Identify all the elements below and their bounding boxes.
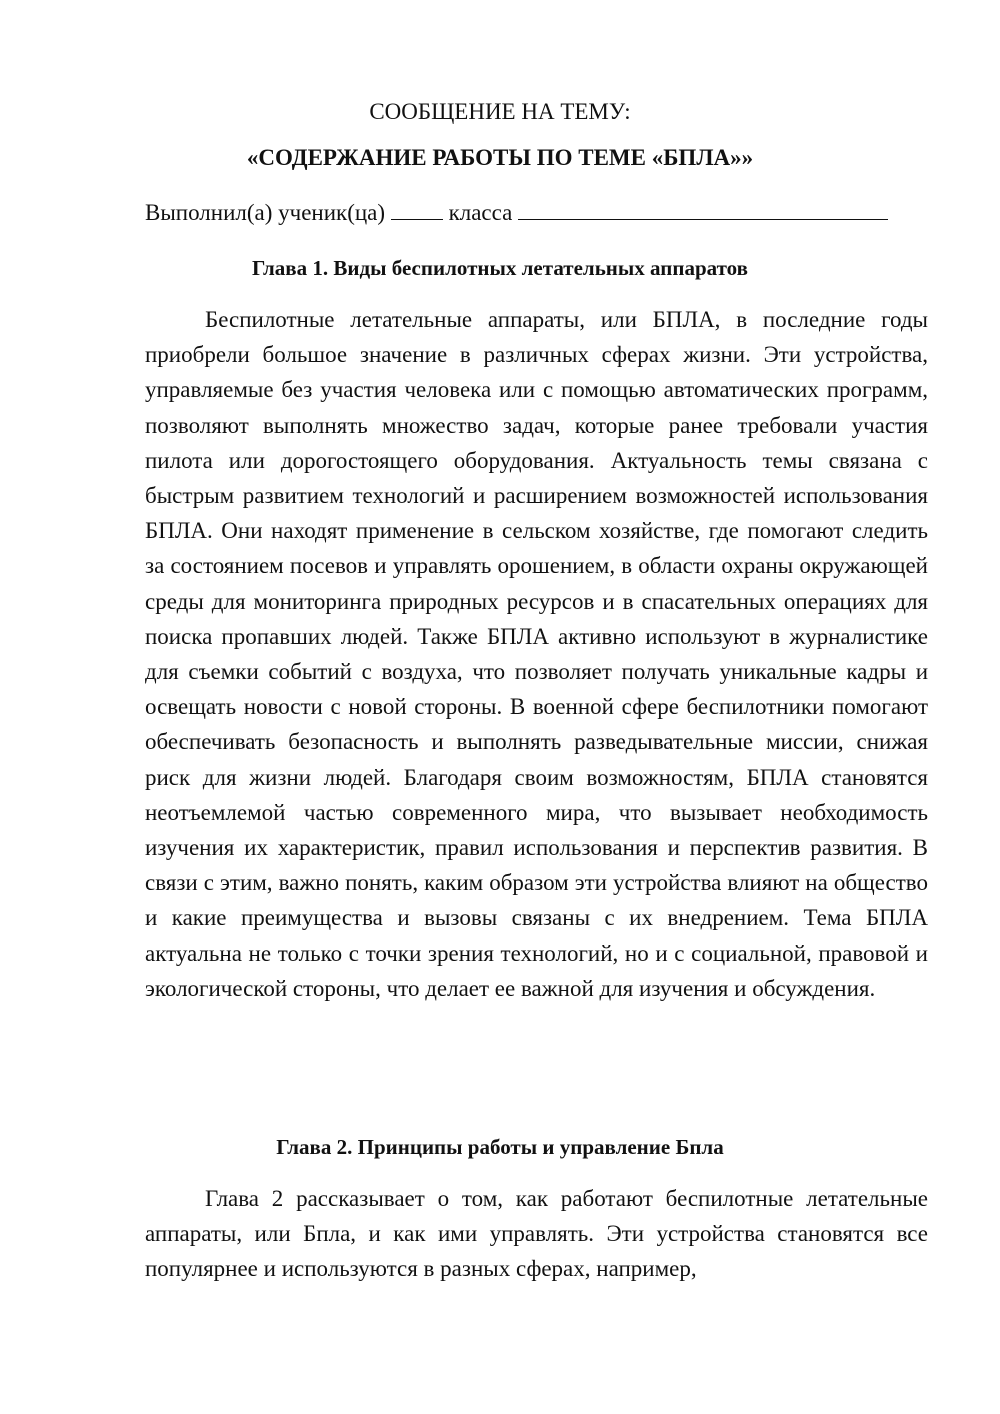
class-label: класса [448,200,513,225]
performed-by-label: Выполнил(а) ученик(ца) [145,200,386,225]
chapter-2-paragraph: Глава 2 рассказывает о том, как работают беспилотные летательные аппараты, или Бпла, и как ими управлять. Эти устройства становятся все популярнее и используются в разных сферах, например, [145,1186,928,1282]
chapter-1-paragraph: Беспилотные летательные аппараты, или БПЛА, в последние годы приобрели большое значение в различных сферах жизни. Эти устройства, управляемые без участия человека или с помощью автоматических программ, позволяют выполнять множество задач, которые ранее требовали участия пилота или дорогостоящего оборудования. Актуальность темы связана с быстрым развитием технологий и расширением возможностей использования БПЛА. Они находят применение в сельском хозяйстве, где помогают следить за состоянием посевов и управлять орошением, в области охраны окружающей среды для мониторинга природных ресурсов и в спасательных операциях для поиска пропавших людей. Также БПЛА активно используют в журналистике для съемки событий с воздуха, что позволяет получать уникальные кадры и освещать новости с новой стороны. В военной сфере беспилотники помогают обеспечивать безопасность и выполнять разведывательные миссии, снижая риск для жизни людей. Благодаря своим возможностям, БПЛА становятся неотъемлемой частью современного мира, что вызывает необходимость изучения их характеристик, правил использования и перспектив развития. В связи с этим, важно понять, каким образом эти устройства влияют на общество и какие преимущества и вызовы связаны с их внедрением. Тема БПЛА актуальна не только с точки зрения технологий, но и с социальной, правовой и экологической стороны, что делает ее важной для изучения и обсуждения. [145,307,928,1001]
document-title-line-2: «СОДЕРЖАНИЕ РАБОТЫ ПО ТЕМЕ «БПЛА»» [246,145,754,170]
document-title-line-1: СООБЩЕНИЕ НА ТЕМУ: [369,99,631,124]
author-line [145,197,935,228]
name-blank-line [518,197,888,220]
grade-blank-line [391,197,443,220]
chapter-2-heading: Глава 2. Принципы работы и управление Бпла [276,1135,724,1159]
chapter-1-heading: Глава 1. Виды беспилотных летательных аппаратов [252,256,748,280]
